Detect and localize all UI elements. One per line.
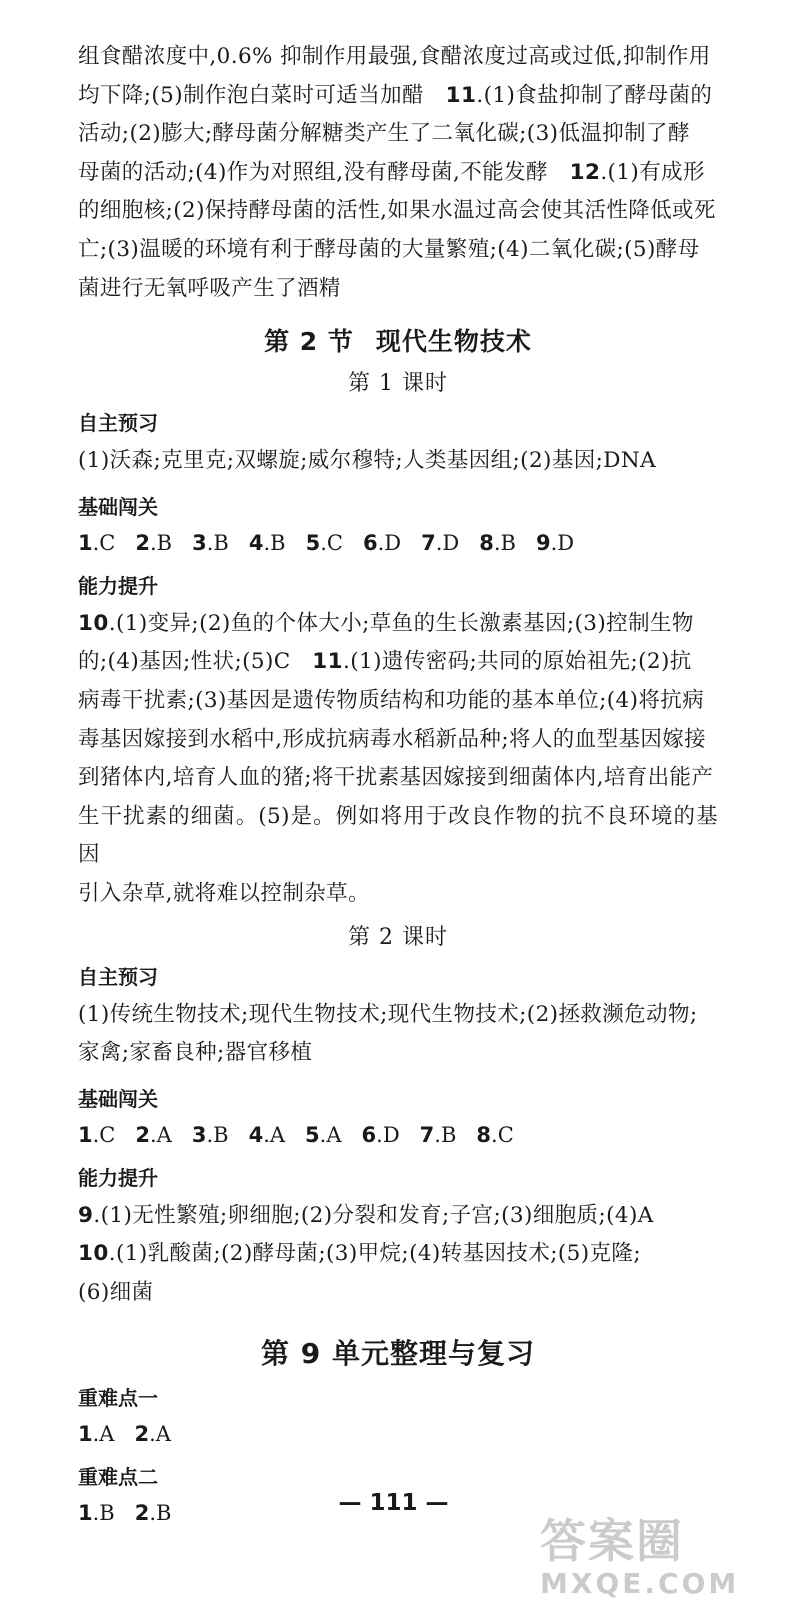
lesson-1-ability-text: 10.(1)变异;(2)鱼的个体大小;草鱼的生长激素基因;(3)控制生物 的;(4)基因;性状;(5)C 11.(1)遗传密码;共同的原始祖先;(2)抗 病毒干扰素;(3)基因是遗传物质结构和功能的基本单位;(4)将抗病 毒基因嫁接到水稻中,形成抗病毒水稻新品种;将人的血型基因嫁接 到猪体内,培育人血的猪;将干扰素基因嫁接到细菌体内,培育出能产 生干扰素的细菌。(5)是。例如将用于改良作物的抗不良环境的基因 引入杂草,就将难以控制杂草。 [78, 610, 718, 906]
answer-item: 3.B [191, 1122, 229, 1147]
lesson-2-ability-heading: 能力提升 [78, 1165, 158, 1190]
watermark [540, 1505, 780, 1600]
intro-paragraph: 组食醋浓度中,0.6% 抑制作用最强,食醋浓度过高或过低,抑制作用 均下降;(5)制作泡白菜时可适当加醋 11.(1)食盐抑制了酵母菌的 活动;(2)膨大;酵母菌分解糖类产生了二氧化碳;(3)低温抑制了酵 母菌的活动;(4)作为对照组,没有酵母菌,不能发酵 12.(1)有成形 的细胞核;(2)保持酵母菌的活性,如果水温过高会使其活性降低或死 亡;(3)温暖的环境有利于酵母菌的大量繁殖;(4)二氧化碳;(5)酵母 菌进行无氧呼吸产生了酒精 [78, 44, 716, 301]
answer-item: 2.B [135, 530, 173, 555]
watermark-text: 答案圈 [540, 1514, 684, 1568]
page-number: — 111 — [338, 1490, 449, 1516]
watermark-url: MXQE.COM [540, 1567, 740, 1600]
lesson-2-preview-text: (1)传统生物技术;现代生物技术;现代生物技术;(2)拯救濒危动物; 家禽;家畜良种;器官移植 [78, 1001, 698, 1066]
lesson-1-basic-heading: 基础闯关 [78, 494, 158, 519]
answer-item: 8.B [479, 530, 516, 555]
answer-item: 5.A [305, 1122, 342, 1147]
lesson-1-ability-heading: 能力提升 [78, 573, 158, 598]
lesson-2-preview-heading: 自主预习 [78, 964, 158, 989]
section-title: 第 2 节 现代生物技术 [264, 327, 532, 357]
answer-item: 7.B [419, 1122, 457, 1147]
answer-item: 9.D [535, 530, 575, 555]
lesson-1-preview-text: (1)沃森;克里克;双螺旋;威尔穆特;人类基因组;(2)基因;DNA [78, 448, 657, 474]
answer-item: 6.D [361, 1122, 400, 1147]
answer-item: 6.D [362, 530, 402, 555]
answer-item: 2.A [134, 1422, 171, 1447]
key-point-1-answers [78, 1417, 718, 1451]
answer-item: 4.B [248, 530, 286, 555]
answer-item: 1.C [78, 1122, 116, 1147]
lesson-2-basic-heading: 基础闯关 [78, 1086, 158, 1111]
lesson-1-title: 第 1 课时 [348, 371, 448, 397]
answer-item: 3.B [192, 530, 229, 555]
answer-item: 2.B [134, 1501, 172, 1526]
lesson-2-title: 第 2 课时 [348, 924, 448, 950]
lesson-2-ability-text: 9.(1)无性繁殖;卵细胞;(2)分裂和发育;子宫;(3)细胞质;(4)A 10.(1)乳酸菌;(2)酵母菌;(3)甲烷;(4)转基因技术;(5)克隆; (6)细菌 [78, 1202, 654, 1305]
unit-review-title: 第 9 单元整理与复习 [261, 1337, 535, 1371]
answer-item: 2.A [135, 1122, 172, 1147]
answer-item: 7.D [421, 530, 460, 555]
answer-item: 1.B [78, 1501, 115, 1526]
key-point-2-heading: 重难点二 [78, 1465, 158, 1490]
lesson-1-preview-heading: 自主预习 [78, 411, 158, 436]
answer-item: 1.A [78, 1422, 115, 1447]
answer-page [78, 38, 718, 1530]
answer-item: 4.A [248, 1122, 286, 1147]
answer-item: 8.C [476, 1122, 514, 1147]
lesson-2-basic-answers [78, 1118, 718, 1152]
answer-item: 5.C [305, 530, 343, 555]
key-point-1-heading: 重难点一 [78, 1386, 158, 1411]
lesson-1-basic-answers [78, 526, 718, 560]
answer-item: 1.C [78, 530, 116, 555]
